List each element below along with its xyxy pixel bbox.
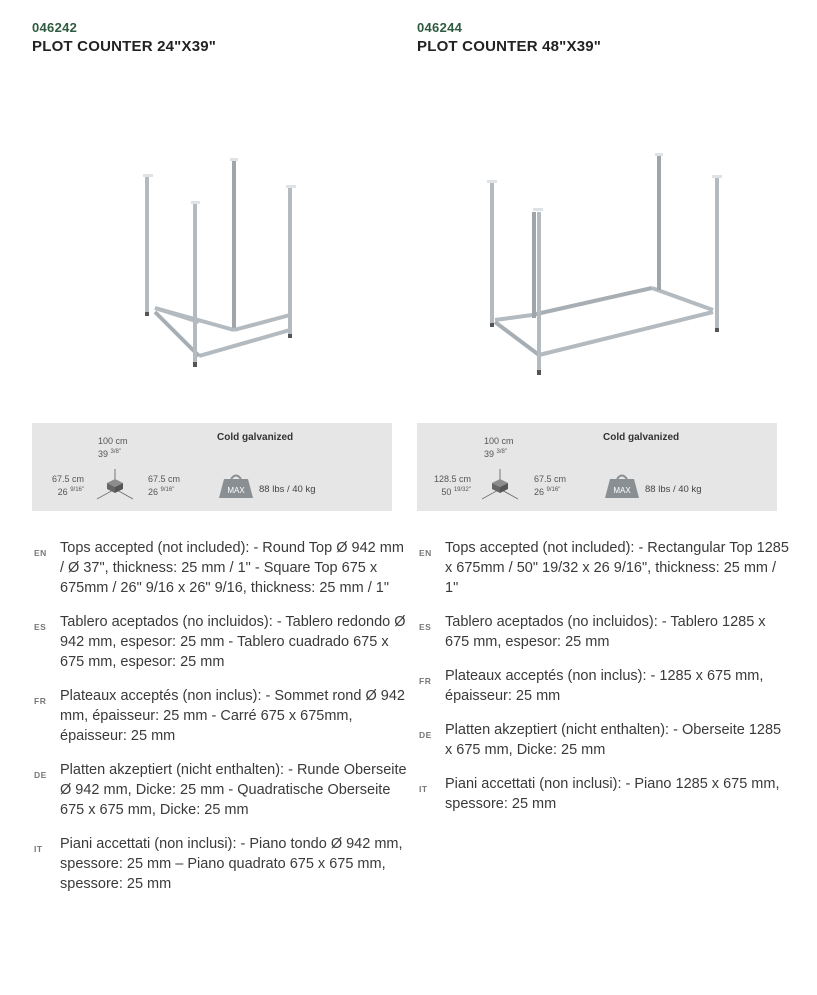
lang-tag: EN <box>34 548 47 558</box>
plot-counter-48x39-image <box>417 140 792 400</box>
finish-label: Cold galvanized <box>217 432 294 443</box>
max-weight-icon <box>218 473 254 499</box>
description-fr: FR Plateaux acceptés (non inclus): - Sommet rond Ø 942 mm, épaisseur: 25 mm - Carré 675 x 675mm, épaisseur: 25 mm <box>34 688 405 744</box>
lang-tag: IT <box>419 784 428 794</box>
description-de: DE Platten akzeptiert (nicht enthalten): - Runde Oberseite Ø 942 mm, Dicke: 25 mm - Quadratische Oberseite 675 x 675 mm, Dicke: 25 mm <box>34 762 407 818</box>
height-dimension: 100 cm 39 $^{3/8"}$ <box>484 436 514 459</box>
description-en: EN Tops accepted (not included): - Rectangular Top 1285 x 675mm / 50" 19/32 x 26 9/16", thickness: 25 mm / 1" <box>419 540 789 596</box>
spec-bar <box>32 423 392 511</box>
dimensions-axis-icon <box>477 467 523 503</box>
description-it: IT Piani accettati (non inclusi): - Piano tondo Ø 942 mm, spessore: 25 mm – Piano quadrato 675 x 675 mm, spessore: 25 mm <box>34 836 403 892</box>
lang-tag: IT <box>34 844 43 854</box>
finish-label: Cold galvanized <box>603 432 680 443</box>
height-dimension: 100 cm 39 $^{3/8"}$ <box>98 436 128 459</box>
max-weight-icon <box>604 473 640 499</box>
description-fr: FR Plateaux acceptés (non inclus): - 1285 x 675 mm, épaisseur: 25 mm <box>419 668 764 704</box>
max-load-value: 88 lbs / 40 kg <box>259 484 316 495</box>
lang-tag: FR <box>419 676 432 686</box>
max-badge-label: MAX <box>613 486 631 495</box>
depth-dimension: 67.5 cm 26 $^{9/16"}$ <box>51 474 84 497</box>
width-dimension: 67.5 cm 26 $^{9/16"}$ <box>148 474 181 497</box>
dimensions-axis-icon <box>92 467 138 503</box>
description-list <box>32 538 407 894</box>
spec-bar <box>417 423 777 511</box>
depth-dimension: 128.5 cm 50 $^{19/32"}$ <box>433 474 471 497</box>
plot-counter-24x39-image <box>32 140 407 400</box>
product-code: 046242 <box>32 20 78 35</box>
lang-tag: ES <box>419 622 432 632</box>
description-en: EN Tops accepted (not included): - Round Top Ø 942 mm / Ø 37", thickness: 25 mm / 1" - Square Top 675 x 675mm / 26" 9/16 x 26" 9/16, thickness: 25 mm / 1" <box>34 540 404 596</box>
lang-tag: FR <box>34 696 47 706</box>
lang-tag: EN <box>419 548 432 558</box>
lang-tag: DE <box>34 770 47 780</box>
lang-tag: DE <box>419 730 432 740</box>
lang-tag: ES <box>34 622 47 632</box>
description-es: ES Tablero aceptados (no incluidos): - Tablero redondo Ø 942 mm, espesor: 25 mm - Tablero cuadrado 675 x 675 mm, espesor: 25 mm <box>34 614 406 670</box>
description-de: DE Platten akzeptiert (nicht enthalten): - Oberseite 1285 x 675 mm, Dicke: 25 mm <box>419 722 782 758</box>
max-badge-label: MAX <box>227 486 245 495</box>
width-dimension: 67.5 cm 26 $^{9/16"}$ <box>534 474 567 497</box>
product-title: PLOT COUNTER 48"X39" <box>417 38 602 55</box>
description-list <box>417 538 792 814</box>
description-es: ES Tablero aceptados (no incluidos): - Tablero 1285 x 675 mm, espesor: 25 mm <box>419 614 766 650</box>
max-load-value: 88 lbs / 40 kg <box>645 484 702 495</box>
description-it: IT Piani accettati (non inclusi): - Piano 1285 x 675 mm, spessore: 25 mm <box>419 776 780 812</box>
product-title: PLOT COUNTER 24"X39" <box>32 38 217 55</box>
product-code: 046244 <box>417 20 463 35</box>
